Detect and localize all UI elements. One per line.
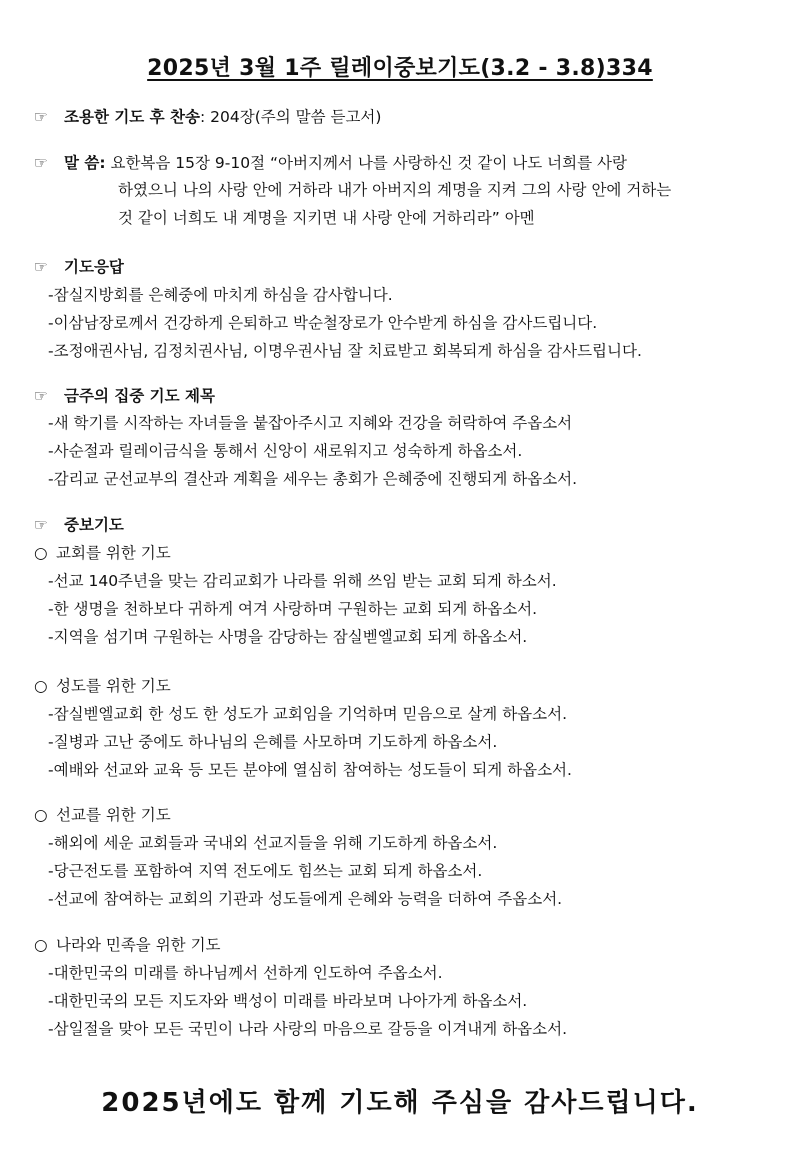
hymn-line xyxy=(34,106,381,128)
group-title-mission: ○ 선교를 위한 기도 xyxy=(34,806,171,824)
list-item: -사순절과 릴레이금식을 통해서 신앙이 새로워지고 성숙하게 하옵소서. xyxy=(48,442,523,460)
circle-bullet-icon: ○ xyxy=(34,544,48,562)
list-item: -한 생명을 천하보다 귀하게 여겨 사랑하며 구원하는 교회 되게 하옵소서. xyxy=(48,600,538,618)
pointing-hand-icon: ☞ xyxy=(34,516,48,534)
group-title-church: ○ 교회를 위한 기도 xyxy=(34,544,171,562)
scripture-line-2: 하였으니 나의 사랑 안에 거하라 내가 아버지의 계명을 지켜 그의 사랑 안에 거하는 xyxy=(118,181,672,199)
list-item: -감리교 군선교부의 결산과 계획을 세우는 총회가 은혜중에 진행되게 하옵소서. xyxy=(48,470,578,488)
list-item: -선교에 참여하는 교회의 기관과 성도들에게 은혜와 능력을 더하여 주옵소서. xyxy=(48,890,563,908)
list-item: -예배와 선교와 교육 등 모든 분야에 열심히 참여하는 성도들이 되게 하옵소서. xyxy=(48,761,572,779)
list-item: -잠실벧엘교회 한 성도 한 성도가 교회임을 기억하며 믿음으로 살게 하옵소서. xyxy=(48,705,568,723)
circle-bullet-icon: ○ xyxy=(34,677,48,695)
scripture-line-1 xyxy=(34,152,627,174)
pointing-hand-icon: ☞ xyxy=(34,387,48,405)
scripture-label: 말 씀: xyxy=(64,154,106,172)
list-item: -대한민국의 모든 지도자와 백성이 미래를 바라보며 나아가게 하옵소서. xyxy=(48,992,528,1010)
list-item: -질병과 고난 중에도 하나님의 은혜를 사모하며 기도하게 하옵소서. xyxy=(48,733,498,751)
group-title-nation: ○ 나라와 민족을 위한 기도 xyxy=(34,936,221,954)
pointing-hand-icon: ☞ xyxy=(34,154,48,172)
hymn-label: 조용한 기도 후 찬송 xyxy=(64,108,200,126)
circle-bullet-icon: ○ xyxy=(34,806,48,824)
scripture-line-3: 것 같이 너희도 내 계명을 지키면 내 사랑 안에 거하리라” 아멘 xyxy=(118,209,535,227)
document-title: 2025년 3월 1주 릴레이중보기도(3.2 - 3.8)334 xyxy=(147,56,653,81)
list-item: -조정애권사님, 김정치권사님, 이명우권사님 잘 치료받고 회복되게 하심을 감사드립니다. xyxy=(48,342,642,360)
focus-heading: ☞ 금주의 집중 기도 제목 xyxy=(34,387,215,405)
list-item: -선교 140주년을 맞는 감리교회가 나라를 위해 쓰임 받는 교회 되게 하소서. xyxy=(48,572,557,590)
pointing-hand-icon: ☞ xyxy=(34,258,48,276)
list-item: -대한민국의 미래를 하나님께서 선하게 인도하여 주옵소서. xyxy=(48,964,443,982)
answered-heading: ☞ 기도응답 xyxy=(34,258,124,276)
scripture-text: 요한복음 15장 9-10절 “아버지께서 나를 사랑하신 것 같이 나도 너희를 사랑 xyxy=(110,154,627,172)
intercession-heading: ☞ 중보기도 xyxy=(34,516,124,534)
hymn-text: : 204장(주의 말씀 듣고서) xyxy=(199,108,382,126)
list-item: -잠실지방회를 은혜중에 마치게 하심을 감사합니다. xyxy=(48,286,393,304)
list-item: -해외에 세운 교회들과 국내외 선교지들을 위해 기도하게 하옵소서. xyxy=(48,834,498,852)
list-item: -새 학기를 시작하는 자녀들을 붙잡아주시고 지혜와 건강을 허락하여 주옵소서 xyxy=(48,414,573,432)
closing-message: 2025년에도 함께 기도해 주심을 감사드립니다. xyxy=(101,1088,699,1118)
group-title-members: ○ 성도를 위한 기도 xyxy=(34,677,171,695)
list-item: -지역을 섬기며 구원하는 사명을 감당하는 잠실벧엘교회 되게 하옵소서. xyxy=(48,628,528,646)
pointing-hand-icon: ☞ xyxy=(34,108,48,126)
circle-bullet-icon: ○ xyxy=(34,936,48,954)
list-item: -이삼남장로께서 건강하게 은퇴하고 박순철장로가 안수받게 하심을 감사드립니다. xyxy=(48,314,598,332)
list-item: -당근전도를 포함하여 지역 전도에도 힘쓰는 교회 되게 하옵소서. xyxy=(48,862,483,880)
list-item: -삼일절을 맞아 모든 국민이 나라 사랑의 마음으로 갈등을 이겨내게 하옵소서. xyxy=(48,1020,568,1038)
